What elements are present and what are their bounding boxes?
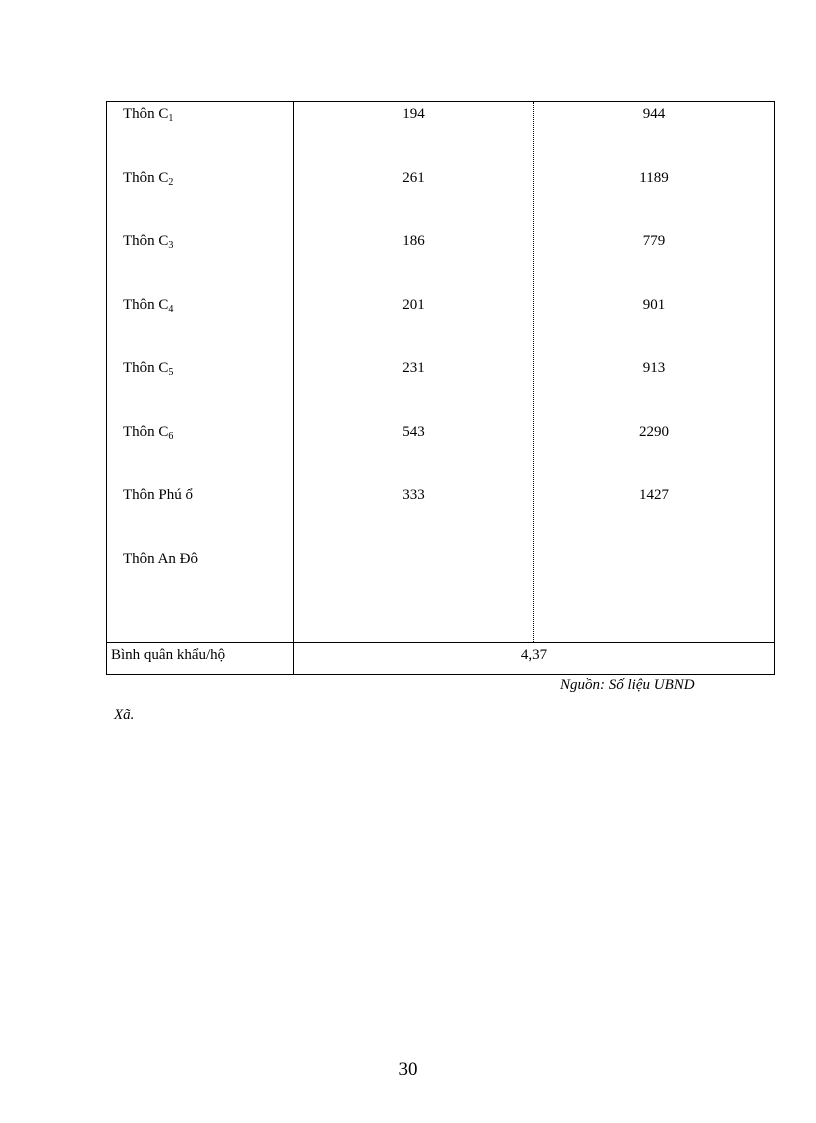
households-value: 231 [402, 360, 425, 376]
village-name-subscript: 1 [168, 113, 174, 124]
village-name-subscript: 6 [168, 430, 174, 442]
people-value [534, 547, 774, 611]
village-name-subscript: 4 [168, 303, 174, 315]
people-value: 1427 [639, 487, 669, 503]
village-name-subscript: 3 [168, 240, 174, 251]
households-value: 194 [402, 106, 425, 122]
households-column [294, 102, 534, 643]
people-value: 1189 [639, 169, 669, 186]
village-name [107, 166, 293, 230]
village-name-text: Thôn Phú ổ [123, 487, 194, 503]
people-value: 913 [642, 360, 666, 376]
village-name-text: Thôn C [123, 296, 169, 313]
village-name [107, 229, 293, 293]
village-name-text: Thôn C [123, 169, 169, 186]
village-name-subscript: 2 [168, 176, 174, 188]
village-name [107, 293, 293, 357]
village-name-text: Thôn C [123, 106, 169, 122]
village-name-text: Thôn C [123, 233, 169, 249]
source-note-continuation: Xã. [114, 707, 135, 723]
households-value: 186 [402, 233, 425, 249]
people-value: 944 [642, 106, 666, 122]
village-name-text: Thôn C [123, 360, 169, 376]
source-note: Nguồn: Số liệu UBND [560, 677, 695, 693]
population-table [106, 101, 775, 675]
village-name-text: Thôn C [123, 423, 169, 440]
people-value: 779 [642, 233, 666, 249]
village-name [107, 102, 293, 166]
village-name [107, 483, 293, 547]
village-name [107, 356, 293, 420]
table-body-row [107, 102, 775, 643]
average-label: Bình quân khẩu/hộ [107, 643, 294, 675]
households-value: 543 [402, 423, 425, 440]
households-value: 201 [402, 296, 425, 313]
people-value: 901 [642, 296, 666, 313]
households-value: 333 [402, 487, 425, 503]
village-name [107, 547, 293, 611]
village-name-text: Thôn An Đô [123, 550, 198, 567]
average-value: 4,37 [294, 643, 775, 675]
households-value [294, 547, 533, 611]
households-value: 261 [402, 169, 425, 186]
page-number: 30 [398, 1059, 418, 1080]
village-name [107, 420, 293, 484]
table-footer-row [107, 643, 775, 675]
people-value: 2290 [639, 423, 669, 440]
people-column [534, 102, 775, 643]
village-name-column [107, 102, 294, 643]
village-name-subscript: 5 [168, 367, 174, 378]
